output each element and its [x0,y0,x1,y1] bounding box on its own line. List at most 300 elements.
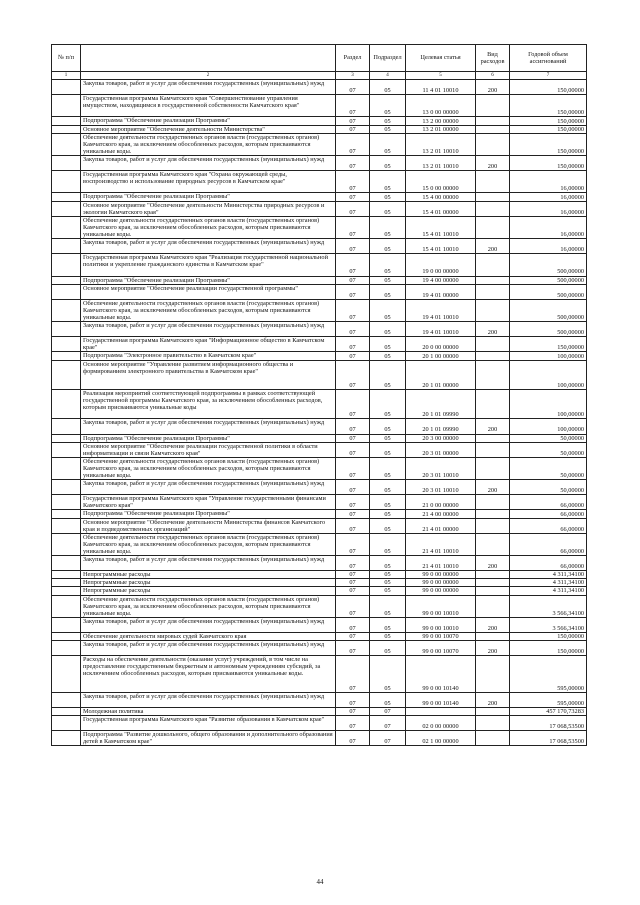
row-amount-cell: 150,00000 [510,155,587,170]
row-target-cell: 02 1 00 00000 [406,731,476,746]
table-row [52,641,587,656]
header-subsection: Подраздел [370,45,406,72]
table-row [52,276,587,284]
row-section-cell: 07 [336,595,370,617]
header-num: № п/п [52,45,81,72]
row-section-cell: 07 [336,556,370,571]
row-target-cell: 99 0 00 00000 [406,579,476,587]
row-expense-type-cell: 200 [476,322,510,337]
header-section: Раздел [336,45,370,72]
row-expense-type-cell [476,579,510,587]
row-target-cell: 99 0 00 10070 [406,641,476,656]
row-subsection-cell: 05 [370,518,406,533]
row-expense-type-cell [476,125,510,133]
row-section-cell: 07 [336,254,370,276]
row-number-cell [52,480,81,495]
row-expense-type-cell [476,518,510,533]
row-number-cell [52,201,81,216]
row-section-cell: 07 [336,239,370,254]
row-subsection-cell: 05 [370,276,406,284]
row-target-cell: 13 2 01 10010 [406,133,476,155]
row-name-cell: Государственная программа Камчатского края "Реализация государственной национальной политики и укрепление гражданского единства в Камчатском крае" [81,254,336,276]
row-name-cell: Закупка товаров, работ и услуг для обеспечения государственных (муниципальных) нужд [81,556,336,571]
row-expense-type-cell: 200 [476,692,510,707]
table-row [52,216,587,238]
table-row [52,95,587,117]
row-section-cell: 07 [336,125,370,133]
row-target-cell: 15 4 01 10010 [406,239,476,254]
table-row [52,201,587,216]
column-number: 5 [406,72,476,80]
row-section-cell: 07 [336,579,370,587]
table-row [52,193,587,201]
header-amount: Годовой объем ассигнований [510,45,587,72]
row-amount-cell: 50,00000 [510,442,587,457]
row-amount-cell: 150,00000 [510,633,587,641]
row-amount-cell: 150,00000 [510,117,587,125]
row-subsection-cell: 05 [370,587,406,595]
row-number-cell [52,587,81,595]
row-section-cell: 07 [336,117,370,125]
row-name-cell: Закупка товаров, работ и услуг для обеспечения государственных (муниципальных) нужд [81,80,336,95]
table-row [52,716,587,731]
row-subsection-cell: 05 [370,510,406,518]
row-subsection-cell: 05 [370,480,406,495]
row-amount-cell: 150,00000 [510,125,587,133]
row-amount-cell: 66,00000 [510,556,587,571]
row-number-cell [52,419,81,434]
row-expense-type-cell [476,633,510,641]
row-target-cell: 20 3 01 10010 [406,457,476,479]
row-name-cell: Обеспечение деятельности государственных органов власти (государственных органов) Камчатского края, за исключением обособленных расходов, которым присваиваются уникальные коды. [81,533,336,555]
table-row [52,571,587,579]
table-row [52,707,587,715]
row-expense-type-cell: 200 [476,155,510,170]
row-amount-cell: 50,00000 [510,480,587,495]
row-target-cell: 99 0 00 00000 [406,571,476,579]
row-target-cell: 15 4 01 10010 [406,216,476,238]
row-section-cell: 07 [336,571,370,579]
table-row [52,533,587,555]
table-row [52,442,587,457]
row-name-cell: Государственная программа Камчатского края "Совершенствование управления имуществом, находящимся в государственной собственности Камчатского края" [81,95,336,117]
row-number-cell [52,239,81,254]
table-row [52,337,587,352]
row-section-cell: 07 [336,389,370,418]
row-expense-type-cell [476,495,510,510]
row-target-cell: 99 0 00 10140 [406,656,476,693]
row-expense-type-cell [476,299,510,321]
row-target-cell: 20 1 00 00000 [406,352,476,360]
row-number-cell [52,556,81,571]
column-number: 4 [370,72,406,80]
row-number-cell [52,595,81,617]
column-number-row [52,72,587,80]
row-section-cell: 07 [336,171,370,193]
row-subsection-cell: 05 [370,434,406,442]
row-section-cell: 07 [336,442,370,457]
row-subsection-cell: 05 [370,133,406,155]
row-expense-type-cell [476,337,510,352]
row-name-cell: Закупка товаров, работ и услуг для обеспечения государственных (муниципальных) нужд [81,641,336,656]
row-section-cell: 07 [336,457,370,479]
row-amount-cell: 16,00000 [510,171,587,193]
row-target-cell: 20 1 01 09990 [406,419,476,434]
row-amount-cell: 100,00000 [510,419,587,434]
row-number-cell [52,95,81,117]
row-subsection-cell: 07 [370,716,406,731]
row-section-cell: 07 [336,201,370,216]
row-number-cell [52,518,81,533]
table-row [52,117,587,125]
row-subsection-cell: 05 [370,299,406,321]
row-subsection-cell: 05 [370,457,406,479]
row-name-cell: Подпрограмма "Электронное правительство в Камчатском крае" [81,352,336,360]
row-target-cell: 21 4 01 10010 [406,533,476,555]
row-name-cell: Основное мероприятие "Обеспечение деятельности Министерства" [81,125,336,133]
table-row [52,389,587,418]
row-name-cell: Подпрограмма "Обеспечение реализации Программы" [81,510,336,518]
row-amount-cell: 66,00000 [510,518,587,533]
row-target-cell: 20 1 01 09990 [406,389,476,418]
row-target-cell: 15 4 01 00000 [406,201,476,216]
row-number-cell [52,692,81,707]
row-expense-type-cell [476,587,510,595]
row-expense-type-cell: 200 [476,480,510,495]
table-row [52,518,587,533]
row-section-cell: 07 [336,133,370,155]
table-row [52,495,587,510]
row-number-cell [52,617,81,632]
table-row [52,155,587,170]
row-name-cell: Государственная программа Камчатского края "Развитие образования в Камчатском крае" [81,716,336,731]
row-number-cell [52,579,81,587]
row-expense-type-cell [476,193,510,201]
table-row [52,457,587,479]
row-subsection-cell: 05 [370,389,406,418]
row-section-cell: 07 [336,641,370,656]
row-number-cell [52,360,81,389]
row-number-cell [52,731,81,746]
row-amount-cell: 50,00000 [510,434,587,442]
row-target-cell: 20 0 00 00000 [406,337,476,352]
row-amount-cell: 3 566,34100 [510,617,587,632]
row-number-cell [52,533,81,555]
row-amount-cell: 3 566,34100 [510,595,587,617]
row-target-cell: 19 4 01 10010 [406,322,476,337]
row-subsection-cell: 05 [370,641,406,656]
row-subsection-cell: 05 [370,360,406,389]
row-expense-type-cell [476,442,510,457]
row-expense-type-cell [476,434,510,442]
row-amount-cell: 150,00000 [510,337,587,352]
column-number: 2 [81,72,336,80]
row-section-cell: 07 [336,480,370,495]
row-amount-cell: 100,00000 [510,389,587,418]
row-subsection-cell: 05 [370,337,406,352]
row-amount-cell: 16,00000 [510,239,587,254]
table-row [52,633,587,641]
row-number-cell [52,571,81,579]
row-subsection-cell: 07 [370,707,406,715]
header-name [81,45,336,72]
table-row [52,352,587,360]
row-target-cell: 20 3 01 00000 [406,442,476,457]
row-number-cell [52,299,81,321]
row-subsection-cell: 05 [370,633,406,641]
row-subsection-cell: 05 [370,254,406,276]
row-target-cell: 21 4 00 00000 [406,510,476,518]
page-number: 44 [316,878,324,886]
row-number-cell [52,656,81,693]
row-section-cell: 07 [336,284,370,299]
column-number: 7 [510,72,587,80]
table-row [52,360,587,389]
row-subsection-cell: 05 [370,216,406,238]
row-number-cell [52,193,81,201]
row-number-cell [52,707,81,715]
row-number-cell [52,389,81,418]
table-row [52,80,587,95]
row-target-cell: 13 2 01 00000 [406,125,476,133]
row-expense-type-cell: 200 [476,239,510,254]
row-name-cell: Закупка товаров, работ и услуг для обеспечения государственных (муниципальных) нужд [81,239,336,254]
row-expense-type-cell [476,510,510,518]
table-row [52,510,587,518]
row-amount-cell: 16,00000 [510,216,587,238]
table-header-row [52,45,587,72]
row-section-cell: 07 [336,518,370,533]
row-name-cell: Обеспечение деятельности мировых судей Камчатского края [81,633,336,641]
table-body [52,80,587,746]
row-target-cell: 11 4 01 10010 [406,80,476,95]
row-subsection-cell: 05 [370,352,406,360]
row-amount-cell: 50,00000 [510,457,587,479]
table-row [52,133,587,155]
row-subsection-cell: 05 [370,193,406,201]
row-name-cell: Государственная программа Камчатского края "Охрана окружающей среды, воспроизводство и использование природных ресурсов в Камчатском крае" [81,171,336,193]
row-section-cell: 07 [336,731,370,746]
row-name-cell: Непрограммные расходы [81,571,336,579]
row-name-cell: Государственная программа Камчатского края "Информационное общество в Камчатском крае" [81,337,336,352]
row-name-cell: Закупка товаров, работ и услуг для обеспечения государственных (муниципальных) нужд [81,692,336,707]
row-subsection-cell: 05 [370,80,406,95]
row-target-cell: 20 3 00 00000 [406,434,476,442]
row-target-cell: 99 0 00 00000 [406,587,476,595]
row-number-cell [52,442,81,457]
row-target-cell: 99 0 00 10140 [406,692,476,707]
table-row [52,595,587,617]
row-name-cell: Непрограммные расходы [81,587,336,595]
row-number-cell [52,171,81,193]
row-number-cell [52,133,81,155]
row-name-cell: Закупка товаров, работ и услуг для обеспечения государственных (муниципальных) нужд [81,419,336,434]
row-expense-type-cell [476,254,510,276]
row-number-cell [52,216,81,238]
row-section-cell: 07 [336,692,370,707]
row-subsection-cell: 05 [370,571,406,579]
table-row [52,692,587,707]
row-name-cell: Непрограммные расходы [81,579,336,587]
row-subsection-cell: 05 [370,322,406,337]
row-target-cell: 19 4 01 00000 [406,284,476,299]
row-number-cell [52,254,81,276]
row-name-cell: Подпрограмма "Обеспечение реализации Программы" [81,434,336,442]
row-subsection-cell: 05 [370,155,406,170]
row-expense-type-cell [476,707,510,715]
row-section-cell: 07 [336,510,370,518]
row-section-cell: 07 [336,95,370,117]
row-section-cell: 07 [336,587,370,595]
row-section-cell: 07 [336,495,370,510]
table-row [52,299,587,321]
row-expense-type-cell [476,731,510,746]
row-expense-type-cell [476,533,510,555]
row-section-cell: 07 [336,360,370,389]
row-target-cell: 21 4 01 10010 [406,556,476,571]
table-row [52,419,587,434]
row-expense-type-cell: 200 [476,556,510,571]
row-amount-cell: 595,00000 [510,656,587,693]
row-expense-type-cell [476,276,510,284]
table-row [52,731,587,746]
row-expense-type-cell: 200 [476,641,510,656]
table-row [52,239,587,254]
row-subsection-cell: 05 [370,284,406,299]
row-name-cell: Подпрограмма "Обеспечение реализации Программы" [81,193,336,201]
row-amount-cell: 500,00000 [510,284,587,299]
column-number: 6 [476,72,510,80]
row-section-cell: 07 [336,633,370,641]
row-amount-cell: 500,00000 [510,276,587,284]
row-expense-type-cell [476,201,510,216]
row-section-cell: 07 [336,533,370,555]
row-expense-type-cell [476,457,510,479]
row-subsection-cell: 05 [370,95,406,117]
row-section-cell: 07 [336,155,370,170]
row-number-cell [52,633,81,641]
row-number-cell [52,155,81,170]
table-row [52,125,587,133]
row-expense-type-cell: 200 [476,419,510,434]
row-name-cell: Закупка товаров, работ и услуг для обеспечения государственных (муниципальных) нужд [81,155,336,170]
row-subsection-cell: 05 [370,495,406,510]
row-target-cell: 02 0 00 00000 [406,716,476,731]
row-name-cell: Основное мероприятие "Обеспечение деятельности Министерства финансов Камчатского края и подведомственных организаций" [81,518,336,533]
row-expense-type-cell [476,117,510,125]
row-subsection-cell: 05 [370,201,406,216]
row-expense-type-cell [476,716,510,731]
row-amount-cell: 150,00000 [510,95,587,117]
row-subsection-cell: 05 [370,117,406,125]
row-target-cell: 99 0 00 10010 [406,595,476,617]
row-name-cell: Закупка товаров, работ и услуг для обеспечения государственных (муниципальных) нужд [81,617,336,632]
row-expense-type-cell [476,360,510,389]
row-number-cell [52,276,81,284]
row-section-cell: 07 [336,322,370,337]
table-row [52,579,587,587]
row-section-cell: 07 [336,299,370,321]
row-section-cell: 07 [336,80,370,95]
row-number-cell [52,352,81,360]
row-amount-cell: 150,00000 [510,641,587,656]
row-subsection-cell: 05 [370,419,406,434]
row-section-cell: 07 [336,656,370,693]
row-target-cell: 20 1 01 00000 [406,360,476,389]
row-expense-type-cell: 200 [476,617,510,632]
table-row [52,656,587,693]
row-number-cell [52,716,81,731]
row-target-cell: 15 4 00 00000 [406,193,476,201]
row-number-cell [52,495,81,510]
row-target-cell: 99 0 00 10010 [406,617,476,632]
row-amount-cell: 16,00000 [510,201,587,216]
row-number-cell [52,434,81,442]
row-subsection-cell: 05 [370,171,406,193]
column-number: 3 [336,72,370,80]
row-name-cell: Подпрограмма "Обеспечение реализации Программы" [81,276,336,284]
row-target-cell [406,707,476,715]
row-number-cell [52,117,81,125]
row-name-cell: Молодежная политика [81,707,336,715]
column-number: 1 [52,72,81,80]
table-row [52,434,587,442]
row-subsection-cell: 05 [370,692,406,707]
row-amount-cell: 4 311,34100 [510,571,587,579]
header-target: Целевая статья [406,45,476,72]
table-row [52,556,587,571]
row-expense-type-cell [476,656,510,693]
row-section-cell: 07 [336,434,370,442]
row-target-cell: 13 0 00 00000 [406,95,476,117]
row-number-cell [52,125,81,133]
row-target-cell: 21 4 01 00000 [406,518,476,533]
row-number-cell [52,337,81,352]
row-name-cell: Основное мероприятие "Обеспечение реализации государственной политики в области информатизации и связи Камчатского края" [81,442,336,457]
row-amount-cell: 17 068,53500 [510,731,587,746]
row-section-cell: 07 [336,716,370,731]
row-expense-type-cell [476,352,510,360]
row-name-cell: Реализация мероприятий соответствующей подпрограммы в рамках соответствующей государственной программы Камчатского края, за исключением обособленных расходов, которым присваиваются уникальные коды [81,389,336,418]
row-target-cell: 19 4 00 00000 [406,276,476,284]
row-subsection-cell: 05 [370,533,406,555]
row-subsection-cell: 05 [370,556,406,571]
table-row [52,322,587,337]
row-name-cell: Подпрограмма "Развитие дошкольного, общего образования и дополнительного образования детей в Камчатском крае" [81,731,336,746]
table-row [52,617,587,632]
row-expense-type-cell: 200 [476,80,510,95]
row-section-cell: 07 [336,337,370,352]
row-subsection-cell: 05 [370,656,406,693]
row-target-cell: 13 2 01 10010 [406,155,476,170]
row-name-cell: Закупка товаров, работ и услуг для обеспечения государственных (муниципальных) нужд [81,480,336,495]
document-page [51,44,586,746]
row-expense-type-cell [476,284,510,299]
row-target-cell: 19 0 00 00000 [406,254,476,276]
table-row [52,284,587,299]
row-section-cell: 07 [336,352,370,360]
row-number-cell [52,80,81,95]
row-subsection-cell: 05 [370,239,406,254]
row-target-cell: 13 2 00 00000 [406,117,476,125]
row-amount-cell: 66,00000 [510,495,587,510]
row-amount-cell: 457 170,73283 [510,707,587,715]
row-expense-type-cell [476,216,510,238]
row-amount-cell: 100,00000 [510,360,587,389]
row-amount-cell: 150,00000 [510,80,587,95]
row-number-cell [52,510,81,518]
row-expense-type-cell [476,171,510,193]
